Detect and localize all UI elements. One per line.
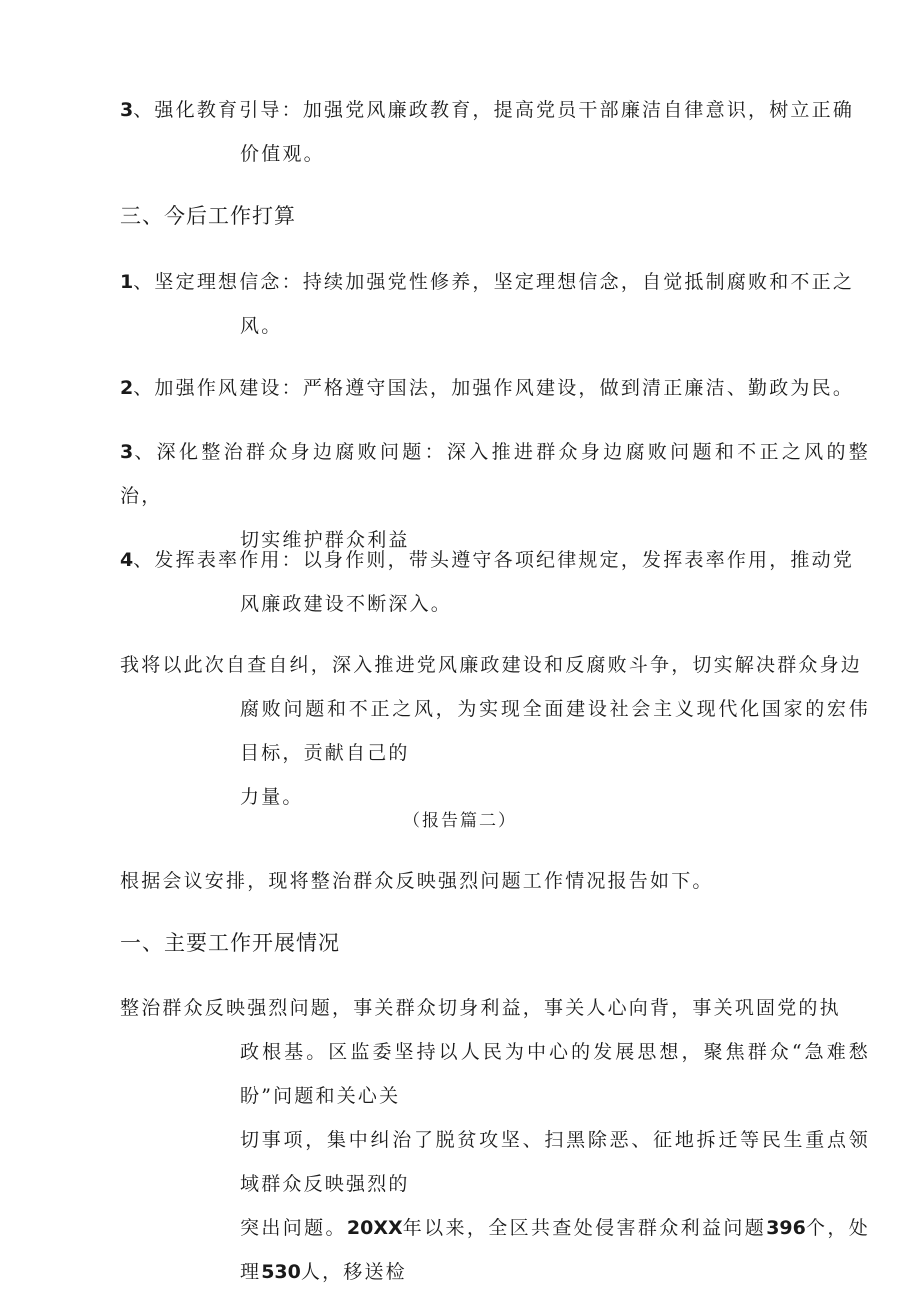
paragraph-line: 风。 — [240, 315, 283, 337]
text-segment: 个，处理 — [240, 1217, 870, 1283]
people-count-value: 530 — [261, 1261, 301, 1283]
paragraph-line: 、发挥表率作用：以身作则，带头遵守各项纪律规定，发挥表率作用，推动党 — [133, 549, 855, 571]
case-count-value: 396 — [766, 1217, 806, 1239]
year-value: 20XX — [346, 1217, 403, 1239]
paragraph-line: 价值观。 — [240, 143, 325, 165]
paragraph-line — [120, 1206, 870, 1294]
report-section-title: （报告篇二） — [403, 811, 517, 831]
item-number: 3 — [120, 441, 134, 463]
paragraph-line: 切实维护群众利益 — [240, 529, 410, 551]
paragraph-work-style — [120, 366, 870, 410]
paragraph-line: 、加强作风建设：严格遵守国法，加强作风建设，做到清正廉洁、勤政为民。 — [133, 377, 855, 399]
paragraph-line: 整治群众反映强烈问题，事关群众切身利益，事关人心向背，事关巩固党的执 — [120, 997, 841, 1019]
paragraph-line: 切事项，集中纠治了脱贫攻坚、扫黑除恶、征地拆迁等民生重点领域群众反映强烈的 — [240, 1129, 870, 1195]
paragraph-line: 、坚定理想信念：持续加强党性修养，坚定理想信念，自觉抵制腐败和不正之 — [133, 271, 855, 293]
paragraph-ideals-belief — [120, 260, 870, 348]
paragraph-exemplary-role — [120, 538, 870, 626]
paragraph-line: 政根基。区监委坚持以人民为中心的发展思想，聚焦群众“急难愁盼”问题和关心关 — [240, 1041, 870, 1107]
item-number: 2 — [120, 377, 134, 399]
paragraph-education-guidance — [120, 88, 870, 176]
paragraph-line: 风廉政建设不断深入。 — [240, 593, 453, 615]
item-number: 4 — [120, 549, 134, 571]
section-heading-main-work: 一、主要工作开展情况 — [120, 931, 340, 955]
text-segment: 年以来，全区共查处侵害群众利益问题 — [402, 1217, 767, 1239]
section-heading-future-plans: 三、今后工作打算 — [120, 204, 296, 228]
text-segment: 人，移送检 — [300, 1261, 407, 1283]
text-segment: 突出问题。 — [240, 1217, 347, 1239]
paragraph-line: 力量。 — [240, 786, 304, 808]
paragraph-line: 、强化教育引导：加强党风廉政教育，提高党员干部廉洁自律意识，树立正确 — [133, 99, 855, 121]
paragraph-conclusion — [120, 643, 870, 819]
paragraph-line: 腐败问题和不正之风，为实现全面建设社会主义现代化国家的宏伟目标，贡献自己的 — [240, 698, 870, 764]
paragraph-main-work — [120, 986, 870, 1294]
paragraph-line: 、深化整治群众身边腐败问题：深入推进群众身边腐败问题和不正之风的整治， — [120, 441, 870, 507]
item-number: 3 — [120, 99, 134, 121]
item-number: 1 — [120, 271, 134, 293]
paragraph-report-intro: 根据会议安排，现将整治群众反映强烈问题工作情况报告如下。 — [120, 870, 714, 892]
paragraph-line: 我将以此次自查自纠，深入推进党风廉政建设和反腐败斗争，切实解决群众身边 — [120, 654, 863, 676]
